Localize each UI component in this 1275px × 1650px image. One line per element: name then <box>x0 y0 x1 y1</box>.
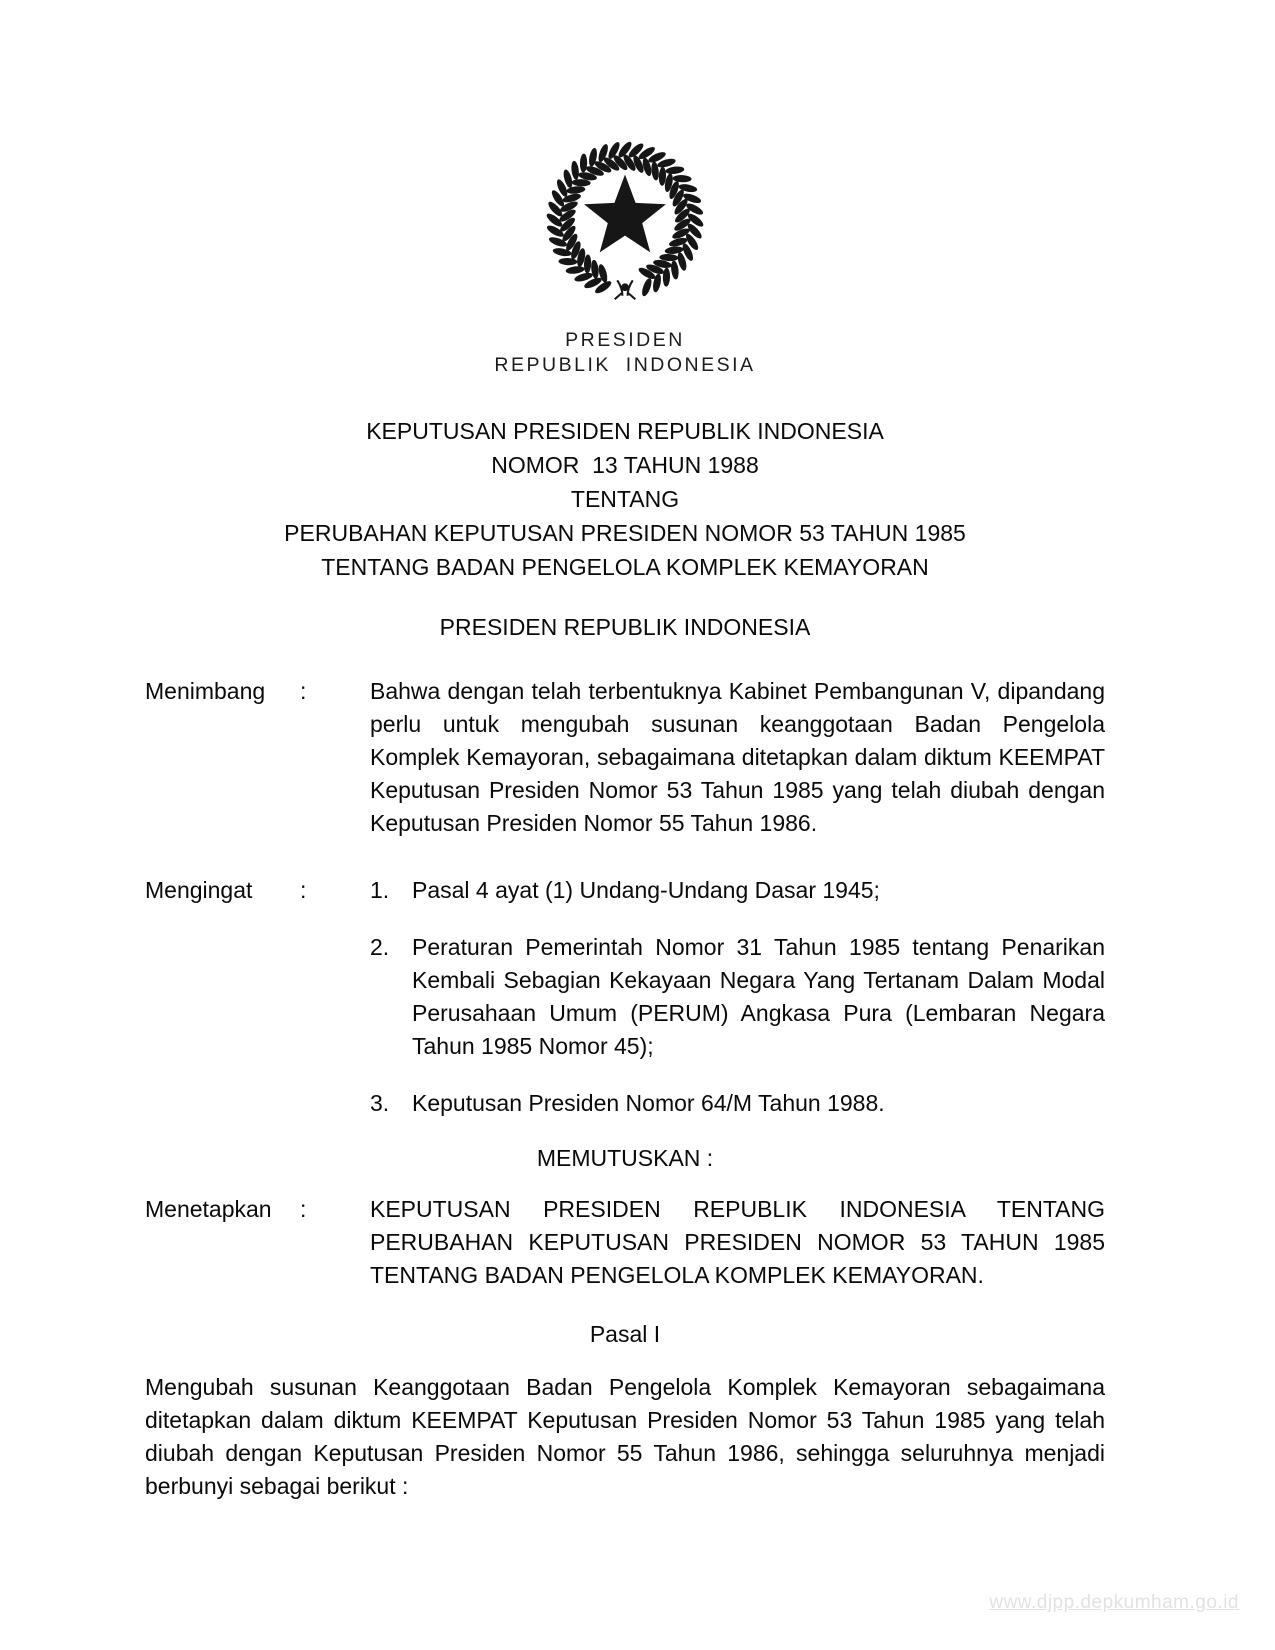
clause-mengingat <box>145 874 1105 1120</box>
mengingat-item-2 <box>370 931 1105 1063</box>
star-wreath-emblem-svg <box>539 134 711 314</box>
title-line-3: TENTANG <box>570 486 680 512</box>
menetapkan-colon: : <box>300 1196 307 1222</box>
mengingat-item-3 <box>370 1087 1105 1120</box>
menetapkan-text: KEPUTUSAN PRESIDEN REPUBLIK INDONESIA TENTANG PERUBAHAN KEPUTUSAN PRESIDEN NOMOR 53 TAHUN 1985 TENTANG BADAN PENGELOLA KOMPLEK KEMAYORAN. <box>370 1196 1105 1288</box>
memutuskan-heading: MEMUTUSKAN : <box>536 1145 714 1171</box>
watermark-url: www.djpp.depkumham.go.id <box>989 1592 1239 1613</box>
item-text: Peraturan Pemerintah Nomor 31 Tahun 1985 tentang Penarikan Kembali Sebagian Kekayaan Negara Yang Tertanam Dalam Modal Perusahaan Umum (PERUM) Angkasa Pura (Lembaran Negara Tahun 1985 Nomor 45); <box>412 934 1105 1059</box>
pasal-heading: Pasal I <box>589 1321 661 1347</box>
title-line-4: PERUBAHAN KEPUTUSAN PRESIDEN NOMOR 53 TAHUN 1985 <box>284 520 966 546</box>
title-line-2: NOMOR 13 TAHUN 1988 <box>491 452 759 478</box>
agency-line2: REPUBLIK INDONESIA <box>494 354 756 376</box>
mengingat-list <box>370 874 1105 1120</box>
title-line-1: KEPUTUSAN PRESIDEN REPUBLIK INDONESIA <box>366 418 884 444</box>
agency-line1: PRESIDEN <box>565 329 685 351</box>
subheading-president: PRESIDEN REPUBLIK INDONESIA <box>439 614 811 640</box>
menimbang-text: Bahwa dengan telah terbentuknya Kabinet Pembangunan V, dipandang perlu untuk mengubah susunan keanggotaan Badan Pengelola Komplek Kemayoran, sebagaimana ditetapkan dalam diktum KEEMPAT Keputusan Presiden Nomor 53 Tahun 1985 yang telah diubah dengan Keputusan Presiden Nomor 55 Tahun 1986. <box>370 678 1105 836</box>
item-number: 1. <box>370 877 390 903</box>
pasal-paragraph: Mengubah susunan Keanggotaan Badan Pengelola Komplek Kemayoran sebagaimana ditetapkan dalam diktum KEEMPAT Keputusan Presiden Nomor 53 Tahun 1985 yang telah diubah dengan Keputusan Presiden Nomor 55 Tahun 1986, sehingga seluruhnya menjadi berbunyi sebagai berikut : <box>145 1374 1105 1499</box>
decree-title <box>145 414 1105 584</box>
agency-name <box>145 328 1105 378</box>
item-number: 3. <box>370 1090 390 1116</box>
item-text: Pasal 4 ayat (1) Undang-Undang Dasar 1945; <box>412 877 880 903</box>
star-icon <box>584 175 666 253</box>
clause-menetapkan <box>145 1193 1105 1292</box>
wreath-ribbon-icon <box>615 280 636 299</box>
title-line-5: TENTANG BADAN PENGELOLA KOMPLEK KEMAYORAN <box>321 554 929 580</box>
menimbang-colon: : <box>300 678 307 704</box>
mengingat-label: Mengingat <box>145 877 253 903</box>
mengingat-item-1 <box>370 874 1105 907</box>
menetapkan-label: Menetapkan <box>145 1196 272 1222</box>
presidential-seal-icon <box>145 134 1105 320</box>
item-text: Keputusan Presiden Nomor 64/M Tahun 1988. <box>412 1090 885 1116</box>
clause-menimbang <box>145 675 1105 840</box>
mengingat-colon: : <box>300 877 307 903</box>
item-number: 2. <box>370 934 390 960</box>
menimbang-label: Menimbang <box>145 678 266 704</box>
